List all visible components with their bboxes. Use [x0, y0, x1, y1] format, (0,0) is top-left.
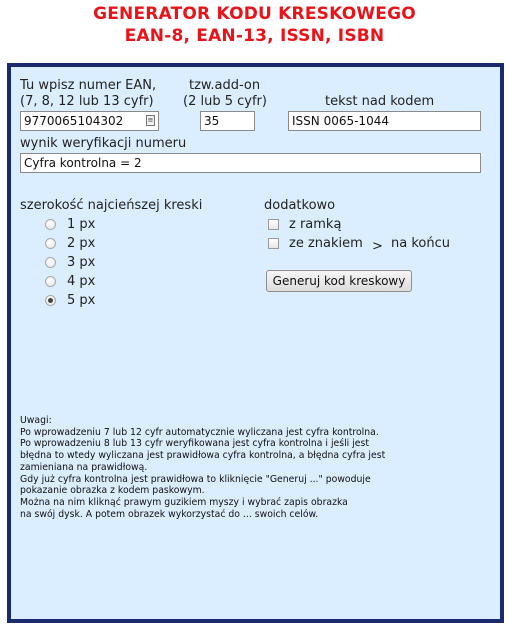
input-spinner-icon[interactable]: ≡ [147, 116, 154, 124]
title-line-1: GENERATOR KODU KRESKOWEGO [93, 4, 416, 24]
addon-label-line1: tzw.add-on [189, 78, 261, 93]
ean-input-value: 9770065104302 [24, 114, 124, 128]
extras-label: dodatkowo [264, 198, 336, 213]
end-sign-suffix: na końcu [391, 236, 450, 251]
notes-line: Uwagi: [20, 415, 52, 426]
frame-checkbox[interactable] [268, 219, 279, 230]
page-title [0, 3, 509, 47]
verify-label: wynik weryfikacji numeru [20, 136, 187, 151]
notes-line: Po wprowadzeniu 7 lub 12 cyfr automatycznie wyliczana jest cyfra kontrolna. [20, 426, 379, 438]
radio-3px[interactable] [45, 257, 56, 268]
verify-result-field[interactable] [20, 153, 481, 173]
notes-block [20, 415, 490, 520]
text-above-code-input[interactable] [288, 111, 481, 131]
ean-label-line1: Tu wpisz numer EAN, [20, 78, 157, 93]
title-line-2: EAN-8, EAN-13, ISSN, ISBN [124, 26, 385, 46]
end-sign-checkbox-label: ze znakiem [289, 236, 363, 251]
radio-1px-label: 1 px [67, 217, 96, 232]
text-above-code-value: ISSN 0065-1044 [292, 114, 389, 128]
radio-5px-label: 5 px [67, 293, 96, 308]
addon-input[interactable] [200, 111, 255, 131]
notes-line: błędna to wtedy wyliczana jest prawidłowa cyfra kontrolna, a błędna cyfra jest [20, 450, 386, 462]
end-sign-symbol: > [372, 239, 383, 254]
radio-1px[interactable] [45, 219, 56, 230]
notes-line: na swój dysk. A potem obrazek wykorzystać do ... swoich celów. [20, 508, 319, 520]
radio-2px-label: 2 px [67, 236, 96, 251]
addon-input-value: 35 [204, 114, 220, 128]
notes-line: Po wprowadzeniu 8 lub 13 cyfr weryfikowana jest cyfra kontrolna i jeśli jest [20, 438, 370, 450]
generate-barcode-button[interactable]: Generuj kod kreskowy [266, 270, 412, 292]
text-above-code-label: tekst nad kodem [325, 94, 435, 109]
notes-line: Gdy już cyfra kontrolna jest prawidłowa to kliknięcie "Generuj ..." powoduje [20, 473, 371, 485]
frame-checkbox-label: z ramką [289, 217, 342, 232]
verify-result-value: Cyfra kontrolna = 2 [24, 156, 142, 170]
ean-input[interactable] [20, 111, 159, 131]
radio-4px-label: 4 px [67, 274, 96, 289]
addon-label-line2: (2 lub 5 cyfr) [183, 94, 267, 109]
bar-width-label: szerokość najcieńszej kreski [20, 198, 203, 213]
end-sign-checkbox[interactable] [268, 238, 279, 249]
notes-line: Można na nim kliknąć prawym guzikiem myszy i wybrać zapis obrazka [20, 496, 348, 508]
radio-4px[interactable] [45, 276, 56, 287]
ean-label-line2: (7, 8, 12 lub 13 cyfr) [20, 94, 154, 109]
radio-3px-label: 3 px [67, 255, 96, 270]
radio-2px[interactable] [45, 238, 56, 249]
notes-line: pokazanie obrazka z kodem paskowym. [20, 485, 205, 497]
notes-line: zamieniana na prawidłową. [20, 461, 148, 473]
generator-panel [7, 63, 504, 623]
radio-5px[interactable] [45, 295, 56, 306]
